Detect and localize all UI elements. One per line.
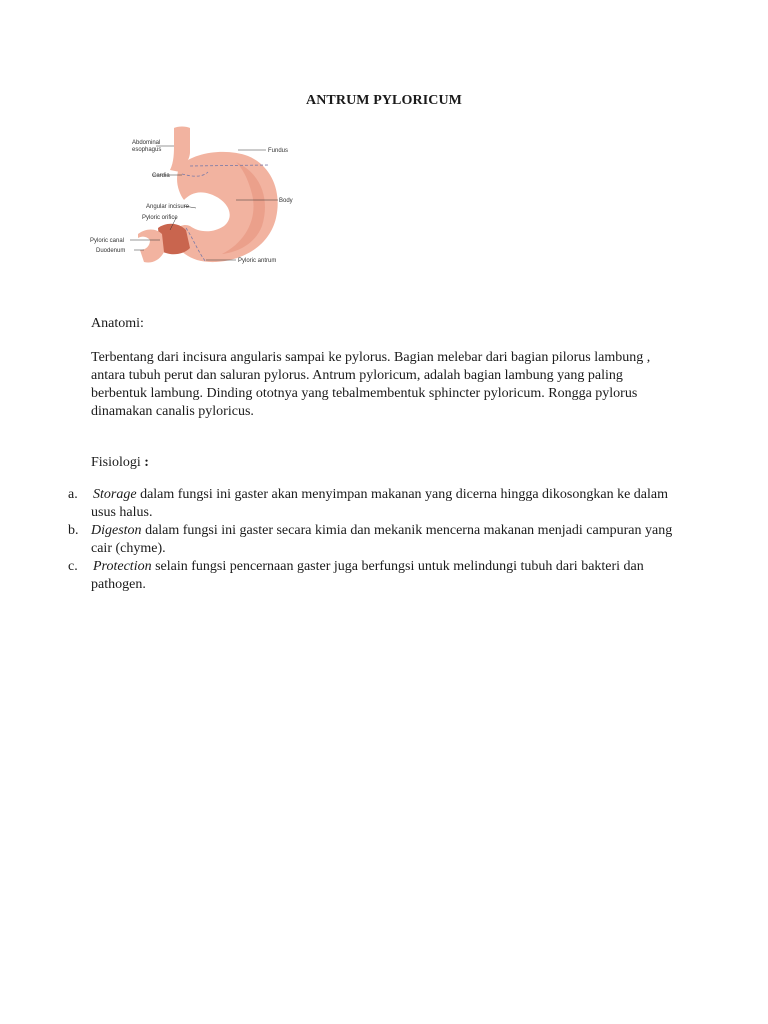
physiology-heading (91, 455, 149, 471)
list-marker: c. (68, 559, 78, 574)
duodenum-shape (138, 230, 164, 263)
list-marker: a. (68, 487, 78, 502)
list-text: dalam fungsi ini gaster secara kimia dan mekanik mencerna makanan menjadi campuran yang cair (chyme). (91, 523, 673, 556)
label-abdominal-esophagus-2: esophagus (132, 147, 162, 153)
list-term: Protection (93, 559, 152, 574)
label-pyloric-antrum: Pyloric antrum (238, 258, 277, 264)
list-term: Storage (93, 487, 137, 502)
physiology-list (68, 486, 688, 594)
list-term: Digeston (91, 523, 142, 538)
list-marker: b. (68, 523, 79, 538)
label-fundus: Fundus (268, 148, 289, 154)
list-item (68, 486, 688, 522)
label-cardia: Cardia (152, 173, 170, 179)
label-angular-incisure: Angular incisure (146, 204, 190, 210)
physiology-heading-text: Fisiologi (91, 455, 141, 470)
label-body: Body (279, 198, 293, 204)
list-text: dalam fungsi ini gaster akan menyimpan makanan yang dicerna hingga dikosongkan ke dalam usus halus. (91, 487, 669, 520)
list-text: selain fungsi pencernaan gaster juga berfungsi untuk melindungi tubuh dari bakteri dan pathogen. (91, 559, 644, 592)
list-item (68, 522, 688, 558)
page-title: ANTRUM PYLORICUM (306, 93, 462, 108)
stomach-anatomy-figure (86, 122, 306, 267)
label-duodenum: Duodenum (96, 248, 126, 254)
anatomy-paragraph: Terbentang dari incisura angularis sampai ke pylorus. Bagian melebar dari bagian pilorus lambung , antara tubuh perut dan saluran pylorus. Antrum pyloricum, adalah bagian lambung yang paling berbentuk lambung. Dinding ototnya yang tebalmembentuk sphincter pyloricum. Rongga pylorus dinamakan canalis pyloricus. (91, 350, 651, 419)
label-abdominal-esophagus-1: Abdominal (132, 140, 161, 146)
anatomy-heading: Anatomi: (91, 316, 144, 331)
label-pyloric-canal: Pyloric canal (90, 238, 125, 244)
physiology-heading-colon: : (144, 455, 149, 470)
label-pyloric-orifice: Pyloric orifice (142, 215, 178, 221)
list-item (68, 558, 688, 594)
